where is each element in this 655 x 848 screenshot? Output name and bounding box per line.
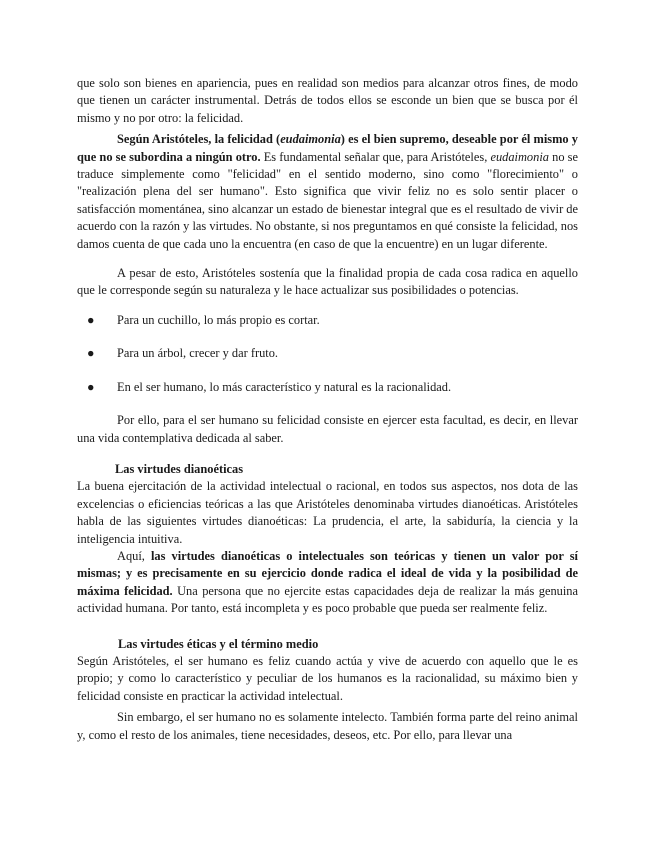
bullet-icon: ● xyxy=(87,312,95,327)
paragraph-ideal-de-vida: Aquí, las virtudes dianoéticas o intelectuales son teóricas y tienen un valor por sí mismas; y es precisamente en su ejercicio donde radica el ideal de vida y la posibilidad de máxima felicidad. Una persona que no ejercite estas capacidades deja de realizar la más genuina actividad humana. Por tanto, está incompleta y es poco probable que pueda ser realmente feliz. xyxy=(77,548,578,616)
paragraph-vida-contemplativa: Por ello, para el ser humano su felicidad consiste en ejercer esta facultad, es decir, en llevar una vida contemplativa dedicada al saber. xyxy=(77,413,578,445)
paragraph-actividad-intelectual: Según Aristóteles, el ser humano es feliz cuando actúa y vive de acuerdo con aquello que le es propio; y como lo característico y peculiar de los humanos es la racionalidad, su máximo bien y felicidad consiste en practicar la actividad intelectual. xyxy=(77,653,578,703)
paragraph-eudaimonia: Según Aristóteles, la felicidad (eudaimonia) es el bien supremo, deseable por él mismo y que no se subordina a ningún otro. Es fundamental señalar que, para Aristóteles, eudaimonia no se traduce simplemente como "felicidad" en el sentido moderno, sino como "florecimiento" o "realización plena del ser humano". Esto significa que vivir feliz no es solo sentir placer o satisfacción momentánea, sino alcanzar un estado de bienestar integral que es el resultado de vivir de acuerdo con la razón y las virtudes. No obstante, si nos preguntamos en qué consiste la felicidad, nos damos cuenta de que cada uno la encuentra (en caso de que la encuentre) en un lugar diferente. xyxy=(77,132,578,251)
eudaimonia-bold-lead: Según Aristóteles, la felicidad (eudaimonia) es el bien supremo, deseable por él mismo y que no se subordina a ningún otro. xyxy=(77,132,578,164)
bullet-icon: ● xyxy=(87,346,95,361)
paragraph-instrumental-goods: que solo son bienes en apariencia, pues en realidad son medios para alcanzar otros fines, de modo que tienen un carácter instrumental. Detrás de todos ellos se esconde un bien que se busca por él mismo y no por otro: la felicidad. xyxy=(77,76,578,125)
list-item: ● Para un cuchillo, lo más propio es cortar. xyxy=(77,312,578,329)
list-item: ● En el ser humano, lo más característico y natural es la racionalidad. xyxy=(77,379,578,396)
paragraph-finalidad: A pesar de esto, Aristóteles sostenía que la finalidad propia de cada cosa radica en aquello que le corresponde según su naturaleza y le hace actualizar sus posibilidades o potencias. xyxy=(77,266,578,298)
list-item: ● Para un árbol, crecer y dar fruto. xyxy=(77,345,578,362)
paragraph-reino-animal: Sin embargo, el ser humano no es solamente intelecto. También forma parte del reino animal y, como el resto de los animales, tiene necesidades, deseos, etc. Por ello, para llevar una xyxy=(77,710,578,742)
bullet-icon: ● xyxy=(87,379,95,394)
section-heading-eticas: Las virtudes éticas y el término medio xyxy=(118,636,319,651)
bullet-list xyxy=(77,312,578,396)
section-heading-dianoeticas: Las virtudes dianoéticas xyxy=(115,461,244,476)
paragraph-virtudes-dianoeticas: La buena ejercitación de la actividad intelectual o racional, en todos sus aspectos, nos dota de las excelencias o eficiencias teóricas a las que Aristóteles denominaba virtudes dianoéticas. Aristóteles habla de las siguientes virtudes dianoéticas: La prudencia, el arte, la sabiduría, la ciencia y la inteligencia intuitiva. xyxy=(77,479,578,546)
